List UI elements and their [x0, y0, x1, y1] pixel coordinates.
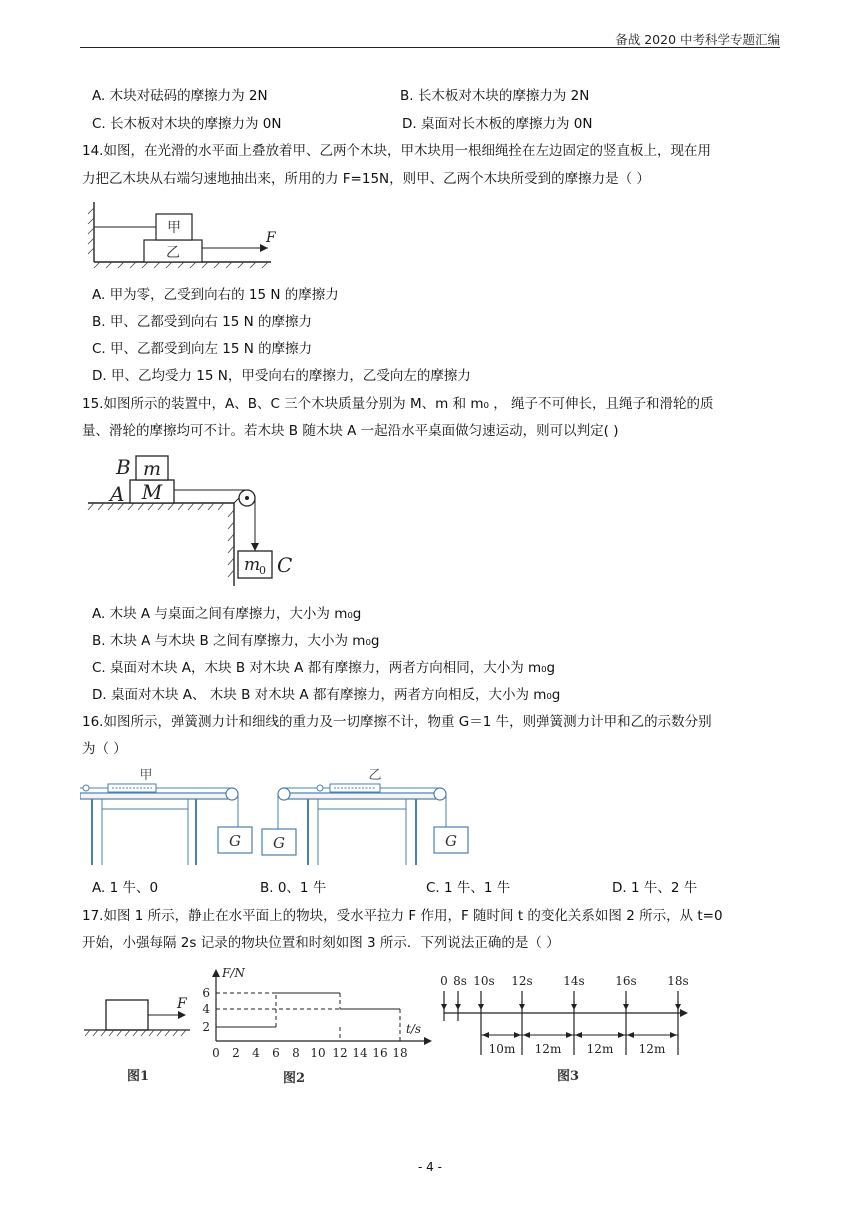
q14-option-b: B. 甲、乙都受到向右 15 N 的摩擦力 — [92, 314, 312, 330]
q17-fig2-ytick-4: 4 — [202, 1002, 210, 1016]
q17-fig2-xtick-6: 6 — [272, 1046, 280, 1060]
q17-fig3-time-10s: 10s — [473, 974, 495, 988]
q17-fig2-ylabel: F/N — [222, 966, 245, 980]
q17-fig3-dist-1: 10m — [488, 1042, 516, 1056]
q17-fig3-time-16s: 16s — [615, 974, 637, 988]
q16-stem-line1: 16.如图所示，弹簧测力计和细线的重力及一切摩擦不计，物重 G＝1 牛，则弹簧测力计甲和乙的示数分别 — [82, 714, 712, 730]
q17-fig2-xtick-16: 16 — [372, 1046, 388, 1060]
q17-fig2-xtick-10: 10 — [310, 1046, 326, 1060]
q17-figure-1 — [84, 990, 194, 1090]
q13-option-a: A. 木块对砝码的摩擦力为 2N — [92, 88, 268, 104]
q14-option-a: A. 甲为零，乙受到向右的 15 N 的摩擦力 — [92, 287, 339, 303]
q15-option-a: A. 木块 A 与桌面之间有摩擦力，大小为 m₀g — [92, 606, 362, 622]
q16-fig-left-weight: G — [229, 832, 241, 850]
q16-fig-left-label: 甲 — [139, 768, 153, 783]
q17-fig1-caption: 图1 — [126, 1069, 150, 1084]
q17-fig3-time-8s: 8s — [453, 974, 467, 988]
q15-fig-label-b: B — [116, 455, 131, 479]
q14-fig-upper-label: 甲 — [167, 220, 181, 236]
q16-option-a: A. 1 牛、0 — [92, 880, 159, 896]
q14-option-d: D. 甲、乙均受力 15 N，甲受向右的摩擦力，乙受向左的摩擦力 — [92, 368, 471, 384]
q17-fig2-xtick-2: 2 — [232, 1046, 240, 1060]
q15-option-c: C. 桌面对木块 A，木块 B 对木块 A 都有摩擦力，两者方向相同，大小为 m₀g — [92, 660, 556, 676]
page-header: 备战 2020 中考科学专题汇编 — [615, 32, 780, 47]
q17-fig3-dist-2: 12m — [534, 1042, 562, 1056]
q15-figure — [84, 450, 304, 590]
q16-stem-line2: 为（ ） — [82, 741, 127, 757]
q17-fig2-ytick-2: 2 — [202, 1020, 210, 1034]
q15-fig-label-m0: m — [244, 555, 261, 575]
q14-option-c: C. 甲、乙都受到向左 15 N 的摩擦力 — [92, 341, 313, 357]
q15-fig-label-sub0: 0 — [259, 564, 266, 577]
q16-figure — [80, 765, 480, 870]
q13-option-c: C. 长木板对木块的摩擦力为 0N — [92, 116, 282, 132]
q16-fig-right-label: 乙 — [368, 768, 382, 783]
q17-fig3-caption: 图3 — [556, 1069, 580, 1084]
q17-stem-line2: 开始，小强每隔 2s 记录的物块位置和时刻如图 3 所示．下列说法正确的是（ ） — [82, 935, 560, 951]
q17-fig2-xtick-0: 0 — [212, 1046, 220, 1060]
q17-figure-2 — [200, 965, 440, 1090]
q17-fig3-time-12s: 12s — [511, 974, 533, 988]
q13-option-b: B. 长木板对木块的摩擦力为 2N — [400, 88, 590, 104]
q17-stem-line1: 17.如图 1 所示，静止在水平面上的物块，受水平拉力 F 作用，F 随时间 t 的变化关系如图 2 所示，从 t=0 — [82, 908, 723, 924]
q17-fig3-dist-4: 12m — [638, 1042, 666, 1056]
q17-figure-3 — [434, 965, 694, 1090]
page-number: - 4 - — [418, 1160, 442, 1174]
q15-option-b: B. 木块 A 与木块 B 之间有摩擦力，大小为 m₀g — [92, 633, 380, 649]
q17-fig2-xtick-12: 12 — [332, 1046, 348, 1060]
q15-fig-label-a: A — [110, 482, 125, 506]
q14-figure — [86, 198, 286, 270]
q14-fig-force-label: F — [266, 230, 276, 246]
q17-fig2-caption: 图2 — [282, 1071, 306, 1086]
q17-fig2-xtick-18: 18 — [392, 1046, 408, 1060]
q14-stem-line1: 14.如图，在光滑的水平面上叠放着甲、乙两个木块，甲木块用一根细绳拴在左边固定的竖直板上，现在用 — [82, 143, 711, 159]
q14-fig-lower-label: 乙 — [166, 245, 180, 261]
q14-stem-line2: 力把乙木块从右端匀速地抽出来，所用的力 F=15N，则甲、乙两个木块所受到的摩擦力是（ ） — [82, 171, 650, 187]
q17-fig2-xtick-14: 14 — [352, 1046, 368, 1060]
q15-stem-line2: 量、滑轮的摩擦均可不计。若木块 B 随木块 A 一起沿水平桌面做匀速运动，则可以判定( ) — [82, 423, 619, 439]
q17-fig2-ytick-6: 6 — [202, 986, 210, 1000]
q17-fig2-xtick-8: 8 — [292, 1046, 300, 1060]
q13-option-d: D. 桌面对长木板的摩擦力为 0N — [402, 116, 593, 132]
q17-fig3-dist-3: 12m — [586, 1042, 614, 1056]
q15-option-d: D. 桌面对木块 A、 木块 B 对木块 A 都有摩擦力，两者方向相反，大小为 m₀g — [92, 687, 561, 703]
q17-fig2-xlabel: t/s — [406, 1022, 422, 1036]
q16-option-d: D. 1 牛、2 牛 — [612, 880, 698, 896]
q16-option-b: B. 0、1 牛 — [260, 880, 327, 896]
q16-fig-right-weight-left: G — [273, 834, 285, 852]
q15-stem-line1: 15.如图所示的装置中，A、B、C 三个木块质量分别为 M、m 和 m₀ ， 绳子不可伸长，且绳子和滑轮的质 — [82, 396, 714, 412]
q17-fig3-time-14s: 14s — [563, 974, 585, 988]
q15-fig-label-big-m: M — [141, 480, 163, 504]
q17-fig3-time-18s: 18s — [667, 974, 689, 988]
q16-option-c: C. 1 牛、1 牛 — [426, 880, 511, 896]
q15-fig-label-c: C — [277, 553, 293, 577]
q16-fig-right-weight-right: G — [445, 832, 457, 850]
q17-fig2-xtick-4: 4 — [252, 1046, 260, 1060]
q17-fig1-force-label: F — [177, 996, 187, 1012]
header-rule — [80, 47, 780, 48]
q17-fig3-time-0: 0 — [440, 974, 448, 988]
q15-fig-label-m: m — [142, 458, 162, 480]
